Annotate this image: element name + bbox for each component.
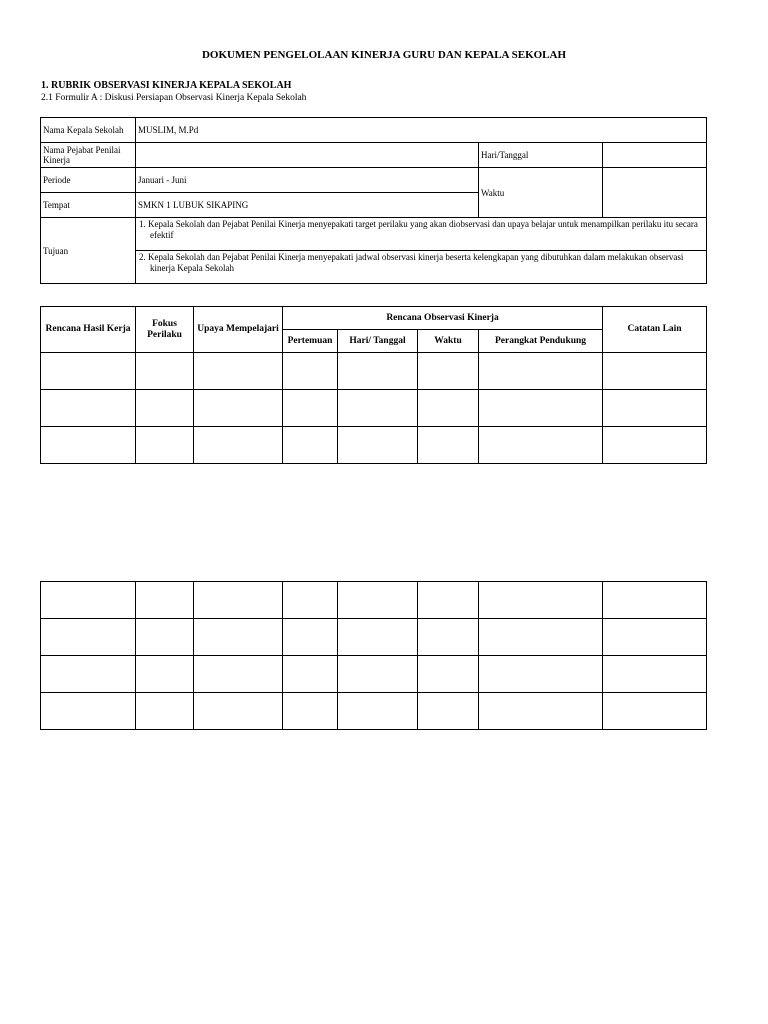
table-cell[interactable] [194,656,283,693]
table-cell[interactable] [283,353,338,390]
table-cell[interactable] [283,656,338,693]
table-row [41,656,707,693]
label-tempat: Tempat [41,193,136,218]
table-cell[interactable] [418,427,479,464]
row-tujuan-2 [41,251,707,284]
label-pejabat: Nama Pejabat Penilai Kinerja [41,143,136,168]
table-cell[interactable] [136,427,194,464]
table-cell[interactable] [136,693,194,730]
value-tempat[interactable]: SMKN 1 LUBUK SIKAPING [136,193,479,218]
tujuan-text-1: 1. Kepala Sekolah dan Pejabat Penilai Kinerja menyepakati target perilaku yang akan diobservasi dan upaya belajar untuk menampilkan perilaku itu secara efektif [139,219,698,240]
table-cell[interactable] [194,582,283,619]
table-cell[interactable] [338,427,418,464]
table-cell[interactable] [338,619,418,656]
table-cell[interactable] [41,693,136,730]
row-pejabat [41,143,707,168]
table-cell[interactable] [418,390,479,427]
label-kepala: Nama Kepala Sekolah [41,118,136,143]
table-cell[interactable] [418,582,479,619]
table-cell[interactable] [479,427,603,464]
plan-header-row-1 [41,307,707,330]
table-cell[interactable] [603,582,707,619]
table-cell[interactable] [283,582,338,619]
header-fokus: Fokus Perilaku [136,307,194,353]
table-cell[interactable] [194,619,283,656]
table-cell[interactable] [283,427,338,464]
header-pertemuan: Pertemuan [283,330,338,353]
label-hari: Hari/Tanggal [479,143,603,168]
table-cell[interactable] [136,353,194,390]
value-kepala[interactable]: MUSLIM, M.Pd [136,118,707,143]
header-rencana-hasil: Rencana Hasil Kerja [41,307,136,353]
value-waktu[interactable] [603,168,707,218]
table-row [41,582,707,619]
table-cell[interactable] [479,656,603,693]
tujuan-item-2 [136,251,707,284]
table-cell[interactable] [338,353,418,390]
table-cell[interactable] [418,693,479,730]
table-cell[interactable] [41,582,136,619]
table-cell[interactable] [283,619,338,656]
table-cell[interactable] [136,656,194,693]
table-row [41,390,707,427]
table-cell[interactable] [479,582,603,619]
value-pejabat[interactable] [136,143,479,168]
header-hari: Hari/ Tanggal [338,330,418,353]
value-periode[interactable]: Januari - Juni [136,168,479,193]
table-cell[interactable] [479,390,603,427]
value-hari[interactable] [603,143,707,168]
table-cell[interactable] [194,390,283,427]
table-cell[interactable] [136,390,194,427]
table-cell[interactable] [338,656,418,693]
header-catatan: Catatan Lain [603,307,707,353]
label-periode: Periode [41,168,136,193]
table-cell[interactable] [194,693,283,730]
table-row [41,693,707,730]
row-kepala [41,118,707,143]
table-cell[interactable] [418,656,479,693]
table-cell[interactable] [338,582,418,619]
table-cell[interactable] [603,427,707,464]
plan-table [40,306,707,464]
table-cell[interactable] [136,582,194,619]
header-waktu: Waktu [418,330,479,353]
table-cell[interactable] [603,693,707,730]
table-cell[interactable] [41,353,136,390]
table-cell[interactable] [41,390,136,427]
table-cell[interactable] [479,619,603,656]
table-cell[interactable] [338,693,418,730]
row-tujuan-1 [41,218,707,251]
table-row [41,427,707,464]
header-upaya: Upaya Mempelajari [194,307,283,353]
section-heading: 1. RUBRIK OBSERVASI KINERJA KEPALA SEKOLAH [41,80,292,91]
table-row [41,619,707,656]
info-table [40,117,707,284]
table-cell[interactable] [418,619,479,656]
table-cell[interactable] [283,390,338,427]
table-row [41,353,707,390]
row-periode [41,168,707,193]
table-cell[interactable] [136,619,194,656]
table-cell[interactable] [41,619,136,656]
table-cell[interactable] [41,656,136,693]
table-cell[interactable] [603,656,707,693]
table-cell[interactable] [418,353,479,390]
plan-table-continued [40,581,707,730]
tujuan-item-1 [136,218,707,251]
table-cell[interactable] [603,390,707,427]
table-cell[interactable] [479,693,603,730]
table-cell[interactable] [194,427,283,464]
header-perangkat: Perangkat Pendukung [479,330,603,353]
document-title: DOKUMEN PENGELOLAAN KINERJA GURU DAN KEPALA SEKOLAH [201,49,567,61]
form-subtitle: 2.1 Formulir A : Diskusi Persiapan Observasi Kinerja Kepala Sekolah [41,93,307,103]
table-cell[interactable] [194,353,283,390]
table-cell[interactable] [41,427,136,464]
header-rencana-observasi: Rencana Observasi Kinerja [283,307,603,330]
table-cell[interactable] [603,353,707,390]
table-cell[interactable] [479,353,603,390]
table-cell[interactable] [338,390,418,427]
tujuan-text-2: 2. Kepala Sekolah dan Pejabat Penilai Kinerja menyepakati jadwal observasi kinerja beserta kelengkapan yang dibutuhkan dalam melakukan observasi kinerja Kepala Sekolah [139,252,684,273]
label-waktu: Waktu [479,168,603,218]
table-cell[interactable] [603,619,707,656]
table-cell[interactable] [283,693,338,730]
label-tujuan: Tujuan [41,218,136,284]
